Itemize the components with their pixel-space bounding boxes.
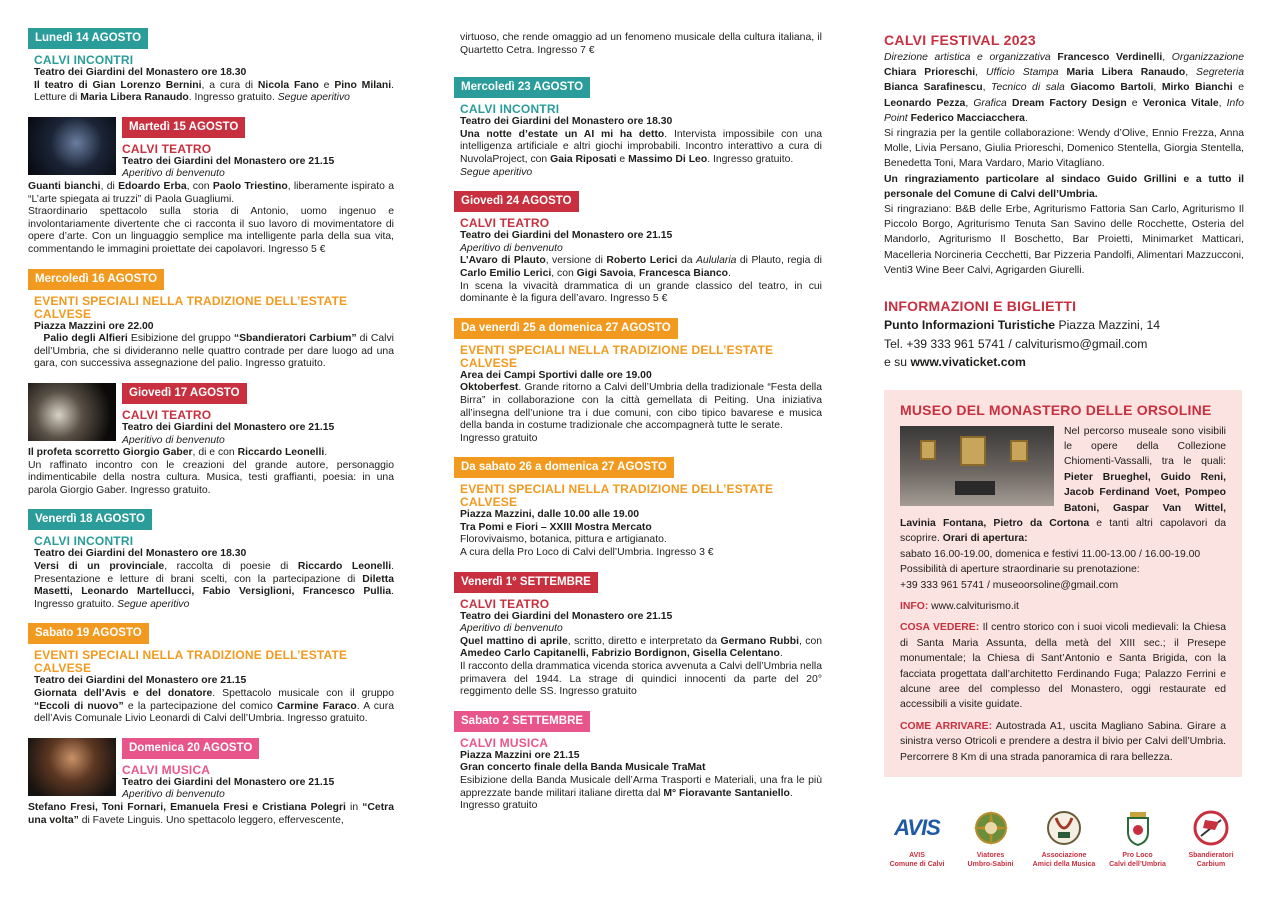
event-aperitivo: Aperitivo di benvenuto	[122, 168, 225, 180]
info-section	[884, 298, 1244, 372]
event-details: In scena la vivacità drammatica di un grande classico del teatro, in cui dominante è la figura dell’avaro. Ingresso 5 €	[460, 280, 822, 305]
avis-mark: AVIS	[894, 814, 940, 840]
event-category: EVENTI SPECIALI NELLA TRADIZIONE DELL’ESTATE CALVESE	[460, 482, 774, 510]
event-category: CALVI MUSICA	[122, 762, 211, 777]
event-details: Il racconto della drammatica vicenda storica avvenuta a Calvi dell’Umbria nella primavera del 1944. La strage di quindici innocenti da parte del 20° reggimento delle SS. Ingresso gratuito	[460, 661, 822, 698]
event-venue: Teatro dei Giardini del Monastero ore 18.30	[34, 548, 247, 560]
event-description: Guanti bianchi, di Edoardo Erba, con Paolo Triestino, liberamente ispirato a “L’arte spiegata ai truzzi” di Paola Guagliumi.	[28, 180, 394, 205]
event-category: CALVI TEATRO	[122, 141, 212, 156]
event-category: CALVI TEATRO	[122, 407, 212, 422]
event-venue: Area dei Campi Sportivi dalle ore 19.00	[460, 369, 652, 381]
event-aperitivo: Aperitivo di benvenuto	[460, 242, 563, 254]
event-venue: Piazza Mazzini, dalle 10.00 alle 19.00	[460, 509, 640, 521]
date-badge: Mercoledì 16 AGOSTO	[28, 269, 164, 290]
event-photo	[28, 117, 116, 175]
event-photo	[28, 383, 116, 441]
museo-cosa-vedere: COSA VEDERE: Il centro storico con i suoi vicoli medievali: la Chiesa di Santa Maria Assunta, della metà del XIII sec.; il Presepe monumentale; la Chiesa di Sant’Antonio e Santa Brigida, con la facciata progettata dall’architetto Ferdinando Fuga; Palazzo Ferrini e alcune aree del complesso del Monastero, oggi restaurate ed accessibili a visite guidate.	[900, 622, 1226, 711]
museo-booking: Possibilità di aperture straordinarie su prenotazione:	[900, 564, 1140, 576]
event-mercoledi-23	[454, 77, 822, 179]
vivaticket-link[interactable]: www.vivaticket.com	[910, 355, 1026, 370]
event-venue: Piazza Mazzini ore 22.00	[34, 320, 154, 332]
event-description: Quel mattino di aprile, scritto, diretto e interpretato da Germano Rubbi, con Amedeo Carlo Capitanelli, Fabrizio Bordignon, Gisella Celentano.	[460, 635, 823, 660]
event-category: CALVI TEATRO	[460, 216, 550, 231]
event-aperitivo: Aperitivo di benvenuto	[122, 434, 225, 446]
date-badge: Da venerdì 25 a domenica 27 AGOSTO	[454, 318, 678, 339]
column-1	[28, 28, 394, 839]
event-sabato-19	[28, 623, 394, 725]
museo-box	[884, 390, 1242, 778]
lyre-icon	[1044, 808, 1084, 848]
event-details: Straordinario spettacolo sulla storia di Antonio, uomo ingenuo e involontariamente divertente che ci racconta il suo lavoro di movimentatore di opere d’arte. Con un linguaggio semplice ma intelligente parla della sua vita, commentando le immagini proiettate dei capolavori. Ingresso 5 €	[28, 206, 394, 255]
event-category: CALVI INCONTRI	[34, 534, 134, 549]
event-giovedi-24	[454, 191, 822, 306]
date-badge: Sabato 2 SETTEMBRE	[454, 711, 590, 732]
info-point: Punto Informazioni Turistiche Piazza Mazzini, 14	[884, 318, 1161, 333]
event-domenica-20	[28, 738, 394, 827]
pro-loco-logo: Pro Loco Calvi dell’Umbria	[1105, 808, 1171, 869]
event-venerdi-1-settembre	[454, 572, 822, 699]
event-category: CALVI MUSICA	[460, 735, 549, 750]
event-details: Ingresso gratuito	[460, 432, 538, 444]
thanks-collaboration: Si ringrazia per la gentile collaborazione: Wendy d’Olive, Ennio Frezza, Anna Molle, Livia Persano, Giulia Prioreschi, Domenico Stentella, Giorgia Stentella, Benedetta Toni, Mara Vardaro, Mario Vitagliano.	[884, 128, 1244, 170]
date-badge: Da sabato 26 a domenica 27 AGOSTO	[454, 457, 674, 478]
avis-logo: AVIS AVIS Comune di Calvi	[889, 814, 945, 868]
sbandieratori-logo: Sbandieratori Carbium	[1178, 808, 1244, 869]
event-details: Un raffinato incontro con le creazioni del grande autore, personaggio indimenticabile della nostra cultura. Musica, testi graffianti, poesia: in una parola Giorgio Gaber. Ingresso gratuito.	[28, 459, 394, 496]
event-photo	[28, 738, 116, 796]
amici-musica-logo: Associazione Amici della Musica	[1031, 808, 1097, 869]
event-venue: Teatro dei Giardini del Monastero ore 18.30	[460, 116, 673, 128]
event-line: A cura della Pro Loco di Calvi dell’Umbria. Ingresso 3 €	[460, 547, 714, 559]
event-venue: Teatro dei Giardini del Monastero ore 21.15	[122, 421, 335, 433]
event-category: EVENTI SPECIALI NELLA TRADIZIONE DELL’ESTATE CALVESE	[460, 342, 774, 370]
museo-contact: +39 333 961 5741 / museoorsoline@gmail.com	[900, 579, 1119, 591]
event-category: CALVI INCONTRI	[34, 53, 134, 67]
event-description: Palio degli Alfieri Esibizione del gruppo “Sbandieratori Carbium” di Calvi dell’Umbria, che si divideranno nelle quattro contrade per dare luogo ad una gara, con successiva assegnazione del palio. Ingresso gratuito.	[34, 333, 394, 370]
date-badge: Sabato 19 AGOSTO	[28, 623, 149, 644]
event-venue: Teatro dei Giardini del Monastero ore 21.15	[122, 155, 335, 167]
info-title: INFORMAZIONI E BIGLIETTI	[884, 298, 1077, 315]
event-description: Stefano Fresi, Toni Fornari, Emanuela Fresi e Cristiana Polegri in “Cetra una volta” di Favete Linguis. Uno spettacolo leggero, effervescente,	[28, 802, 394, 826]
continued-text: virtuoso, che rende omaggio ad un fenomeno musicale della cultura italiana, il Quartetto Cetra. Ingresso 7 €	[460, 32, 822, 56]
event-description: L’Avaro di Plauto, versione di Roberto Lerici da Aulularia di Plauto, regia di Carlo Emilio Lerici, con Gigi Savoia, Francesca Bianco.	[460, 255, 822, 279]
museo-hours: sabato 16.00-19.00, domenica e festivi 11.00-13.00 / 16.00-19.00	[900, 548, 1201, 560]
crest-icon	[1118, 808, 1158, 848]
event-venue: Teatro dei Giardini del Monastero ore 21.15	[460, 610, 673, 622]
museo-info: INFO: www.calviturismo.it	[900, 601, 1019, 613]
date-badge: Lunedì 14 AGOSTO	[28, 28, 148, 49]
flag-icon	[1191, 808, 1231, 848]
column-2	[454, 32, 822, 825]
event-aperitivo: Segue aperitivo	[460, 166, 533, 178]
event-aperitivo: Aperitivo di benvenuto	[460, 623, 563, 635]
event-description: Versi di un provinciale, raccolta di poesie di Riccardo Leonelli. Presentazione e letture di brani scelti, con la partecipazione di Diletta Masetti, Leonardo Martellucci, Fabio Versiglioni, Francesco Pullia. Ingresso gratuito. Segue aperitivo	[34, 561, 395, 610]
event-description: Oktoberfest. Grande ritorno a Calvi dell’Umbria della tradizionale “Festa della Birra” in collaborazione con la città gemellata di Peiting. Una iniziativa all’insegna dell’unione tra i due comuni, con cibo tipico bavarese e musica della banda in costume tradizionale che accompagnerà tutte le serate.	[460, 382, 822, 432]
date-badge: Giovedì 24 AGOSTO	[454, 191, 579, 212]
event-venerdi-18	[28, 509, 394, 611]
thanks-sponsors: Si ringraziano: B&B delle Erbe, Agriturismo Fattoria San Carlo, Agriturismo Il Piccolo Borgo, Agriturismo Tenuta San Savino delle Rocchette, Osteria del Mandorlo, Agriturismo Il Boschetto, Bar Proietti, Minimarket Matticari, Macelleria Norcineria Cecchetti, Bar Pizzeria Pandolfi, Alimentari Mazzucconi, Venti3 Wine Beer Calvi, Agrigarden Giurelli.	[884, 204, 1244, 276]
event-category: CALVI TEATRO	[460, 596, 550, 611]
event-venue: Teatro dei Giardini del Monastero ore 18.30	[34, 67, 247, 78]
info-contact: Tel. +39 333 961 5741 / calviturismo@gmail.com	[884, 336, 1148, 351]
partner-logos	[884, 808, 1244, 869]
event-description: Il profeta scorretto Giorgio Gaber, di e con Riccardo Leonelli.	[28, 447, 328, 459]
event-sabato-2-settembre	[454, 711, 822, 813]
festival-title: CALVI FESTIVAL 2023	[884, 32, 1036, 48]
compass-icon	[971, 808, 1011, 848]
event-title: Tra Pomi e Fiori – XXIII Mostra Mercato	[460, 521, 652, 533]
event-description: Giornata dell’Avis e del donatore. Spettacolo musicale con il gruppo “Eccoli di nuovo” e la partecipazione del comico Carmine Faraco. A cura dell’Avis Comunale Livio Leonardi di Calvi dell’Umbria. Ingresso gratuito.	[34, 688, 394, 725]
event-category: CALVI INCONTRI	[460, 102, 560, 117]
date-badge: Giovedì 17 AGOSTO	[122, 383, 247, 404]
event-description: Esibizione della Banda Musicale dell’Arma Trasporti e Materiali, una fra le più apprezzate bande militari italiane diretta dal M° Fioravante Santaniello.	[460, 775, 822, 799]
column-3	[884, 32, 1244, 777]
date-badge: Venerdì 18 AGOSTO	[28, 509, 152, 530]
event-category: EVENTI SPECIALI NELLA TRADIZIONE DELL’ESTATE CALVESE	[34, 293, 348, 321]
date-badge: Martedì 15 AGOSTO	[122, 117, 245, 138]
viatores-logo: Viatores Umbro-Sabini	[958, 808, 1024, 869]
event-description: Il teatro di Gian Lorenzo Bernini, a cura di Nicola Fano e Pino Milani. Letture di Maria Libera Ranaudo. Ingresso gratuito. Segue aperitivo	[34, 79, 395, 104]
event-category: EVENTI SPECIALI NELLA TRADIZIONE DELL’ESTATE CALVESE	[34, 648, 348, 676]
date-badge: Mercoledì 23 AGOSTO	[454, 77, 590, 98]
event-26-27-agosto	[454, 457, 822, 559]
event-aperitivo: Aperitivo di benvenuto	[122, 789, 225, 801]
date-badge: Domenica 20 AGOSTO	[122, 738, 259, 759]
event-25-27-agosto	[454, 318, 822, 446]
event-venue: Teatro dei Giardini del Monastero ore 21.15	[34, 675, 247, 687]
event-venue: Piazza Mazzini ore 21.15	[460, 749, 580, 761]
event-venue: Teatro dei Giardini del Monastero ore 21.15	[460, 230, 673, 242]
event-martedi-15	[28, 117, 394, 257]
event-description: Una notte d’estate un AI mi ha detto. Intervista impossibile con una intelligenza artificiale e altri giochi improbabili. Incontro interattivo a cura di NuvolaProject, con Gaia Riposati e Massimo Di Leo. Ingresso gratuito.	[460, 128, 823, 165]
museo-title: MUSEO DEL MONASTERO DELLE ORSOLINE	[900, 401, 1212, 418]
info-tickets: e su www.vivaticket.com	[884, 355, 1026, 370]
museo-description: Nel percorso museale sono visibili le opere della Collezione Chiomenti-Vassalli, tra le quali: Pieter Brueghel, Guido Reni, Jacob Ferdinand Voet, Pompeo Batoni, Gaspar Van Wittel, Lavinia Fontana, Pietro da Cortona e tanti altri capolavori da scoprire. Orari di apertura:	[900, 425, 1226, 545]
museo-photo	[900, 426, 1054, 506]
event-details: Ingresso gratuito	[460, 800, 538, 812]
event-mercoledi-16	[28, 269, 394, 371]
event-line: Florovivaismo, botanica, pittura e artigianato.	[460, 534, 667, 546]
museo-come-arrivare: COME ARRIVARE: Autostrada A1, uscita Magliano Sabina. Girare a sinistra verso Otricoli e prendere a destra il bivio per Calvi dell’Umbria. Percorrere 8 Km di una strada panoramica di rara bellezza.	[900, 720, 1226, 763]
event-venue: Teatro dei Giardini del Monastero ore 21.15	[122, 776, 335, 788]
thanks-mayor: Un ringraziamento particolare al sindaco Guido Grillini e a tutto il personale del Comune di Calvi dell’Umbria.	[884, 173, 1244, 200]
festival-credits: Direzione artistica e organizzativa Francesco Verdinelli, Organizzazione Chiara Prioreschi, Ufficio Stampa Maria Libera Ranaudo, Segreteria Bianca Sarafinescu, Tecnico di sala Giacomo Bartoli, Mirko Bianchi e Leonardo Pezza, Grafica Dream Factory Design e Veronica Vitale, Info Point Federico Macciacchera.	[884, 52, 1244, 124]
date-badge: Venerdì 1° SETTEMBRE	[454, 572, 598, 593]
event-lunedi-14	[28, 28, 394, 105]
event-giovedi-17	[28, 383, 394, 498]
event-title: Gran concerto finale della Banda Musicale TraMat	[460, 762, 706, 774]
